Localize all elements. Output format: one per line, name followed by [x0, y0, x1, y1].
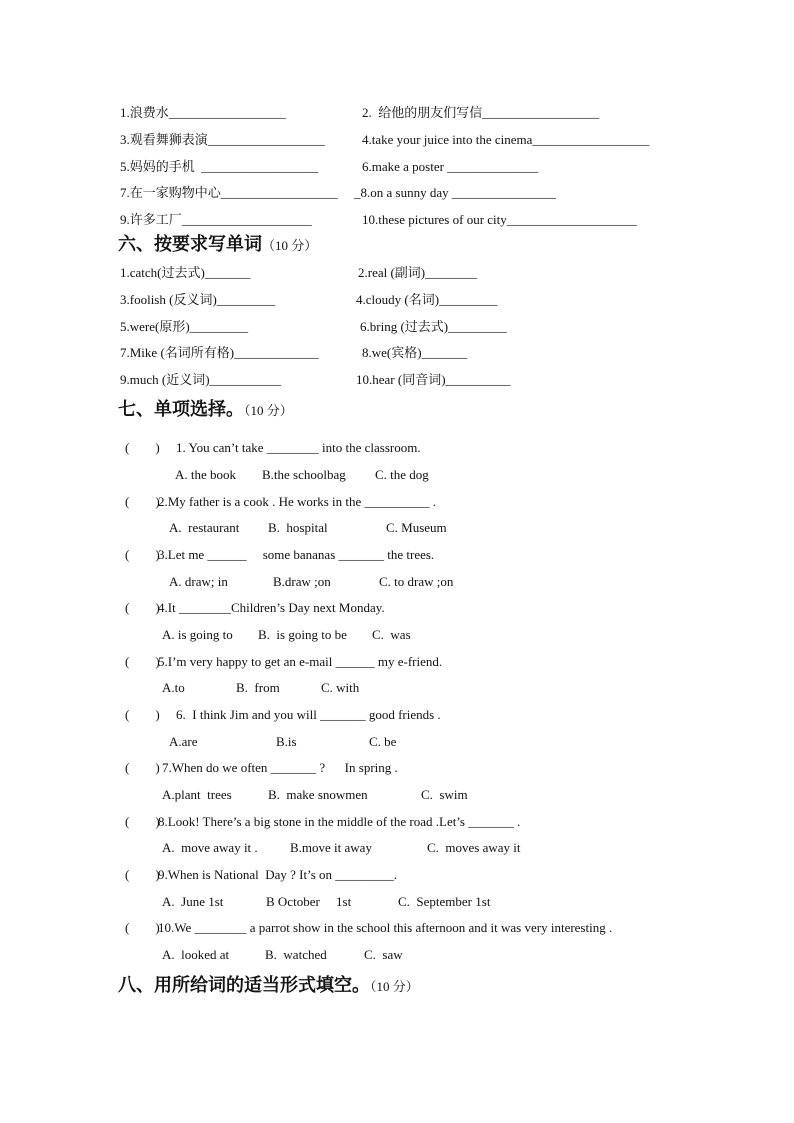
- word-item-7: 7.Mike (名词所有格)_____________: [120, 345, 319, 360]
- option-2c: C. Museum: [386, 520, 447, 535]
- answer-bracket-5[interactable]: ( ): [125, 654, 160, 669]
- section-8-score: （10 分）: [370, 979, 419, 994]
- option-5c: C. with: [321, 680, 360, 695]
- section-7-heading: [118, 398, 293, 423]
- option-6b: B.is: [276, 734, 297, 749]
- phrase-10: 10.these pictures of our city____________________: [362, 212, 637, 227]
- phrase-8: _8.on a sunny day ________________: [354, 185, 556, 200]
- answer-bracket-3[interactable]: ( ): [125, 547, 160, 562]
- option-8a: A. move away it .: [162, 840, 258, 855]
- question-3: 3.Let me ______ some bananas _______ the trees.: [158, 547, 435, 562]
- phrase-6: 6.make a poster ______________: [362, 159, 539, 174]
- phrase-2: 2. 给他的朋友们写信__________________: [362, 105, 600, 120]
- question-8: 8.Look! There’s a big stone in the middle of the road .Let’s _______ .: [158, 814, 521, 829]
- option-2b: B. hospital: [268, 520, 328, 535]
- question-1: 1. You can’t take ________ into the classroom.: [176, 440, 421, 455]
- question-7: 7.When do we often _______ ? In spring .: [162, 760, 398, 775]
- option-9c: C. September 1st: [398, 894, 491, 909]
- answer-bracket-6[interactable]: ( ): [125, 707, 160, 722]
- option-10b: B. watched: [265, 947, 327, 962]
- section-7-title: 七、单项选择。: [118, 399, 244, 420]
- option-10a: A. looked at: [162, 947, 230, 962]
- word-item-9: 9.much (近义词)___________: [120, 372, 282, 387]
- word-item-1: 1.catch(过去式)_______: [120, 265, 251, 280]
- section-6-title: 六、按要求写单词: [118, 234, 262, 255]
- answer-bracket-7[interactable]: ( ): [125, 760, 160, 775]
- option-5a: A.to: [162, 680, 185, 695]
- option-3b: B.draw ;on: [273, 574, 331, 589]
- question-9: 9.When is National Day ? It’s on _________.: [158, 867, 398, 882]
- option-7b: B. make snowmen: [268, 787, 368, 802]
- answer-bracket-4[interactable]: ( ): [125, 600, 160, 615]
- option-4b: B. is going to be: [258, 627, 347, 642]
- section-6-heading: [118, 233, 317, 258]
- option-8c: C. moves away it: [427, 840, 521, 855]
- word-item-5: 5.were(原形)_________: [120, 319, 249, 334]
- option-10c: C. saw: [364, 947, 403, 962]
- phrase-1: 1.浪费水__________________: [120, 105, 286, 120]
- answer-bracket-1[interactable]: ( ): [125, 440, 160, 455]
- word-item-8: 8.we(宾格)_______: [362, 345, 468, 360]
- phrase-5: 5.妈妈的手机 __________________: [120, 159, 319, 174]
- phrase-3: 3.观看舞狮表演__________________: [120, 132, 325, 147]
- word-item-6: 6.bring (过去式)_________: [360, 319, 507, 334]
- option-1b: B.the schoolbag: [262, 467, 346, 482]
- phrase-9: 9.许多工厂____________________: [120, 212, 312, 227]
- section-6-score: （10 分）: [262, 238, 318, 253]
- option-4a: A. is going to: [162, 627, 233, 642]
- option-9a: A. June 1st: [162, 894, 224, 909]
- answer-bracket-2[interactable]: ( ): [125, 494, 160, 509]
- option-6c: C. be: [369, 734, 397, 749]
- option-5b: B. from: [236, 680, 280, 695]
- option-7a: A.plant trees: [162, 787, 232, 802]
- phrase-4: 4.take your juice into the cinema__________________: [362, 132, 650, 147]
- word-item-10: 10.hear (同音词)__________: [356, 372, 511, 387]
- option-3a: A. draw; in: [169, 574, 228, 589]
- answer-bracket-10[interactable]: ( ): [125, 920, 160, 935]
- option-4c: C. was: [372, 627, 411, 642]
- option-7c: C. swim: [421, 787, 468, 802]
- option-8b: B.move it away: [290, 840, 372, 855]
- phrase-7: 7.在一家购物中心__________________: [120, 185, 338, 200]
- word-item-4: 4.cloudy (名词)_________: [356, 292, 498, 307]
- option-3c: C. to draw ;on: [379, 574, 454, 589]
- option-1a: A. the book: [175, 467, 237, 482]
- option-9b: B October 1st: [266, 894, 352, 909]
- option-1c: C. the dog: [375, 467, 429, 482]
- answer-bracket-8[interactable]: ( ): [125, 814, 160, 829]
- question-10: 10.We ________ a parrot show in the school this afternoon and it was very interesting .: [158, 920, 613, 935]
- question-4: 4.It ________Children’s Day next Monday.: [158, 600, 385, 615]
- question-2: 2.My father is a cook . He works in the __________ .: [158, 494, 437, 509]
- question-6: 6. I think Jim and you will _______ good friends .: [176, 707, 441, 722]
- option-6a: A.are: [169, 734, 198, 749]
- word-item-2: 2.real (副词)________: [358, 265, 478, 280]
- option-2a: A. restaurant: [169, 520, 240, 535]
- word-item-3: 3.foolish (反义词)_________: [120, 292, 276, 307]
- question-5: 5.I’m very happy to get an e-mail ______ my e-friend.: [158, 654, 443, 669]
- answer-bracket-9[interactable]: ( ): [125, 867, 160, 882]
- section-7-score: （10 分）: [244, 403, 293, 418]
- section-8-title: 八、用所给词的适当形式填空。: [118, 975, 370, 996]
- section-8-heading: [118, 974, 419, 999]
